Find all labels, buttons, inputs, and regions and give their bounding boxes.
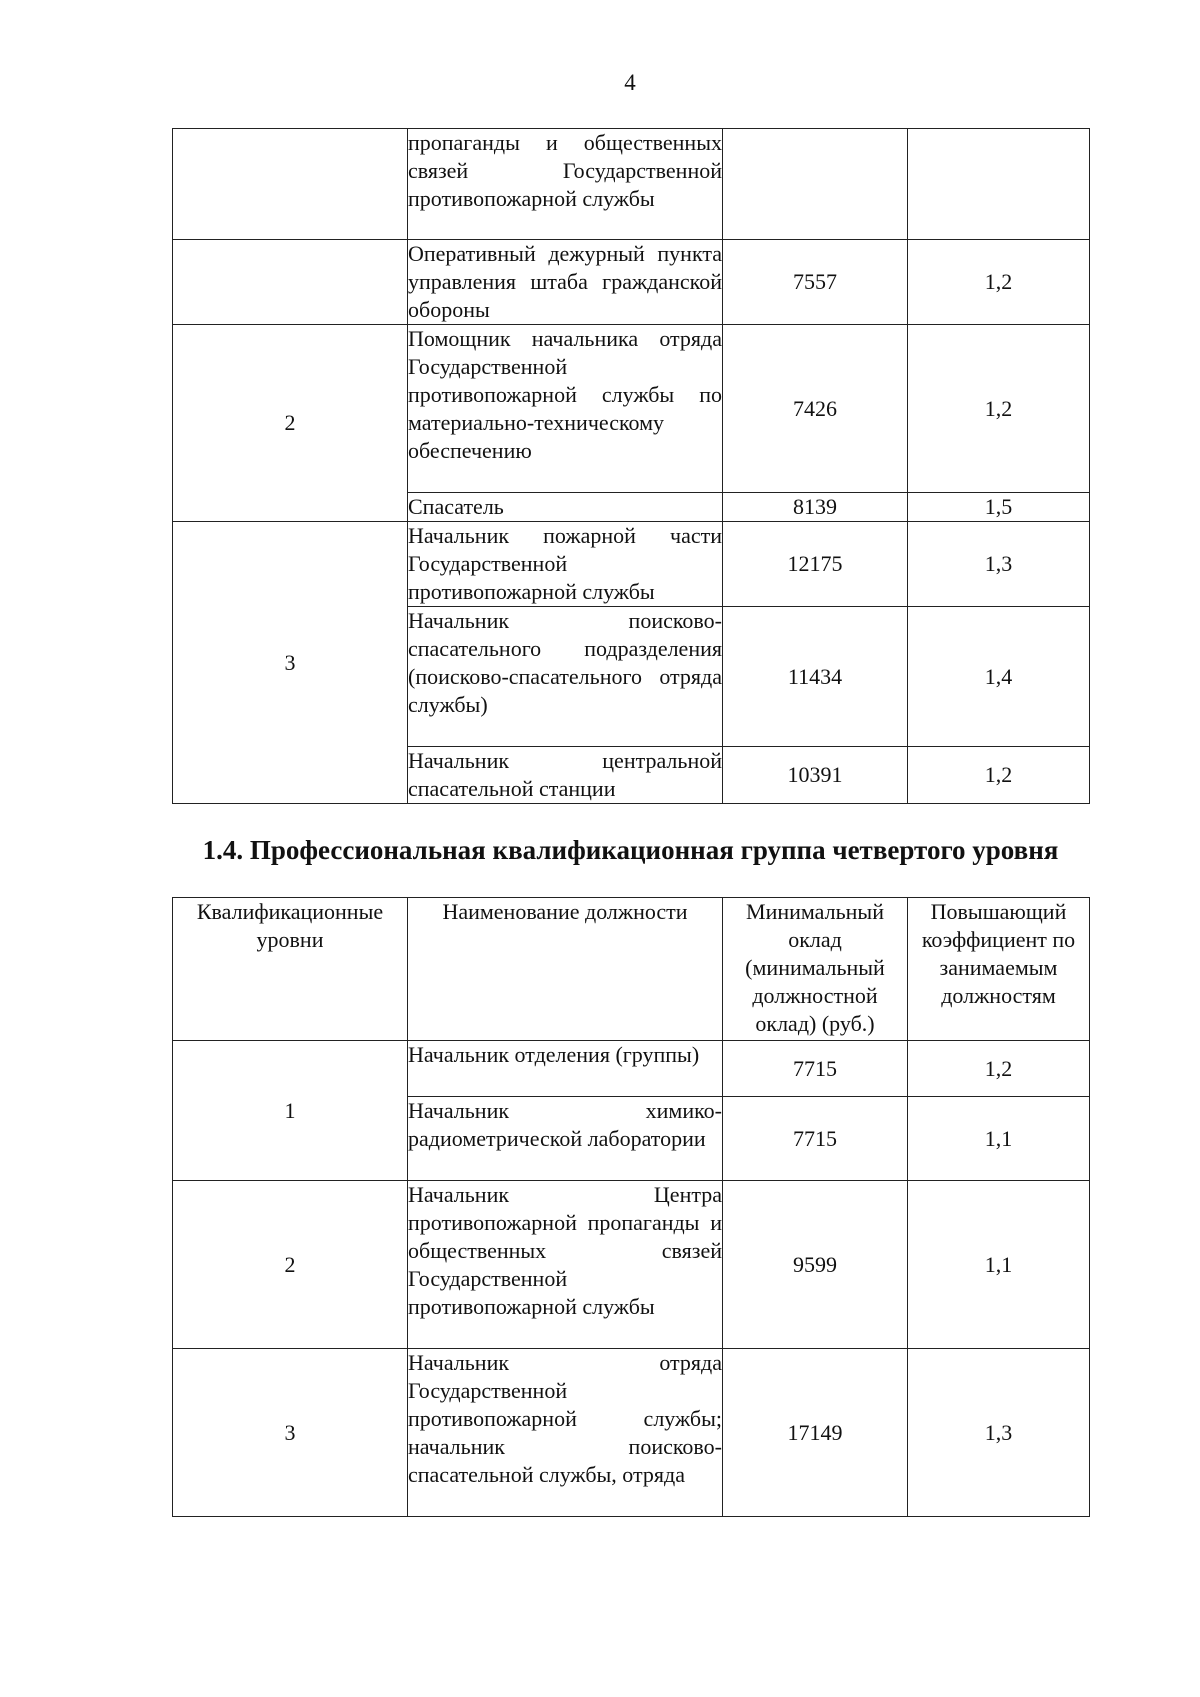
coefficient-cell: 1,2 — [908, 325, 1090, 493]
table-row — [173, 522, 1090, 607]
header-level: Квалификационные уровни — [173, 898, 408, 1041]
position-cell: Спасатель — [408, 493, 723, 522]
position-cell: пропаганды и общественных связей Государственной противопожарной службы — [408, 129, 723, 240]
salary-cell: 8139 — [723, 493, 908, 522]
position-cell: Помощник начальника отряда Государственной противопожарной службы по материально-техническому обеспечению — [408, 325, 723, 493]
level-cell — [173, 129, 408, 240]
salary-cell: 12175 — [723, 522, 908, 607]
header-position: Наименование должности — [408, 898, 723, 1041]
header-salary: Минимальный оклад (минимальный должностной оклад) (руб.) — [723, 898, 908, 1041]
position-cell: Начальник Центра противопожарной пропаганды и общественных связей Государственной противопожарной службы — [408, 1181, 723, 1349]
coefficient-cell: 1,2 — [908, 747, 1090, 804]
level-cell — [173, 240, 408, 325]
position-cell: Оперативный дежурный пункта управления штаба гражданской обороны — [408, 240, 723, 325]
header-coefficient: Повышающий коэффициент по занимаемым должностям — [908, 898, 1090, 1041]
coefficient-cell: 1,3 — [908, 522, 1090, 607]
salary-cell: 10391 — [723, 747, 908, 804]
salary-cell: 7426 — [723, 325, 908, 493]
position-cell: Начальник отделения (группы) — [408, 1041, 723, 1097]
page-number: 4 — [624, 70, 636, 95]
salary-cell: 7715 — [723, 1097, 908, 1181]
level-cell: 3 — [173, 522, 408, 804]
coefficient-cell: 1,2 — [908, 240, 1090, 325]
coefficient-cell: 1,4 — [908, 607, 1090, 747]
table-row — [173, 240, 1090, 325]
table-row — [173, 1041, 1090, 1097]
level-cell: 2 — [173, 1181, 408, 1349]
salary-cell: 9599 — [723, 1181, 908, 1349]
salary-cell: 17149 — [723, 1349, 908, 1517]
table-row — [173, 1181, 1090, 1349]
salary-cell: 7715 — [723, 1041, 908, 1097]
coefficient-cell: 1,5 — [908, 493, 1090, 522]
coefficient-cell: 1,1 — [908, 1181, 1090, 1349]
coefficient-cell — [908, 129, 1090, 240]
level-cell: 1 — [173, 1041, 408, 1181]
position-cell: Начальник центральной спасательной станции — [408, 747, 723, 804]
position-cell: Начальник отряда Государственной противопожарной службы; начальник поисково-спасательной службы, отряда — [408, 1349, 723, 1517]
table-row — [173, 325, 1090, 493]
salary-cell: 7557 — [723, 240, 908, 325]
salary-cell: 11434 — [723, 607, 908, 747]
coefficient-cell: 1,3 — [908, 1349, 1090, 1517]
qualification-table-group4 — [172, 897, 1090, 1517]
level-cell: 2 — [173, 325, 408, 522]
table-header-row — [173, 898, 1090, 1041]
position-cell: Начальник поисково-спасательного подразделения (поисково-спасательного отряда службы) — [408, 607, 723, 747]
qualification-table-continued — [172, 128, 1090, 804]
coefficient-cell: 1,2 — [908, 1041, 1090, 1097]
table-row — [173, 129, 1090, 240]
table-row — [173, 1349, 1090, 1517]
position-cell: Начальник химико-радиометрической лаборатории — [408, 1097, 723, 1181]
coefficient-cell: 1,1 — [908, 1097, 1090, 1181]
salary-cell — [723, 129, 908, 240]
level-cell: 3 — [173, 1349, 408, 1517]
section-heading: 1.4. Профессиональная квалификационная группа четвертого уровня — [202, 835, 1059, 865]
position-cell: Начальник пожарной части Государственной противопожарной службы — [408, 522, 723, 607]
